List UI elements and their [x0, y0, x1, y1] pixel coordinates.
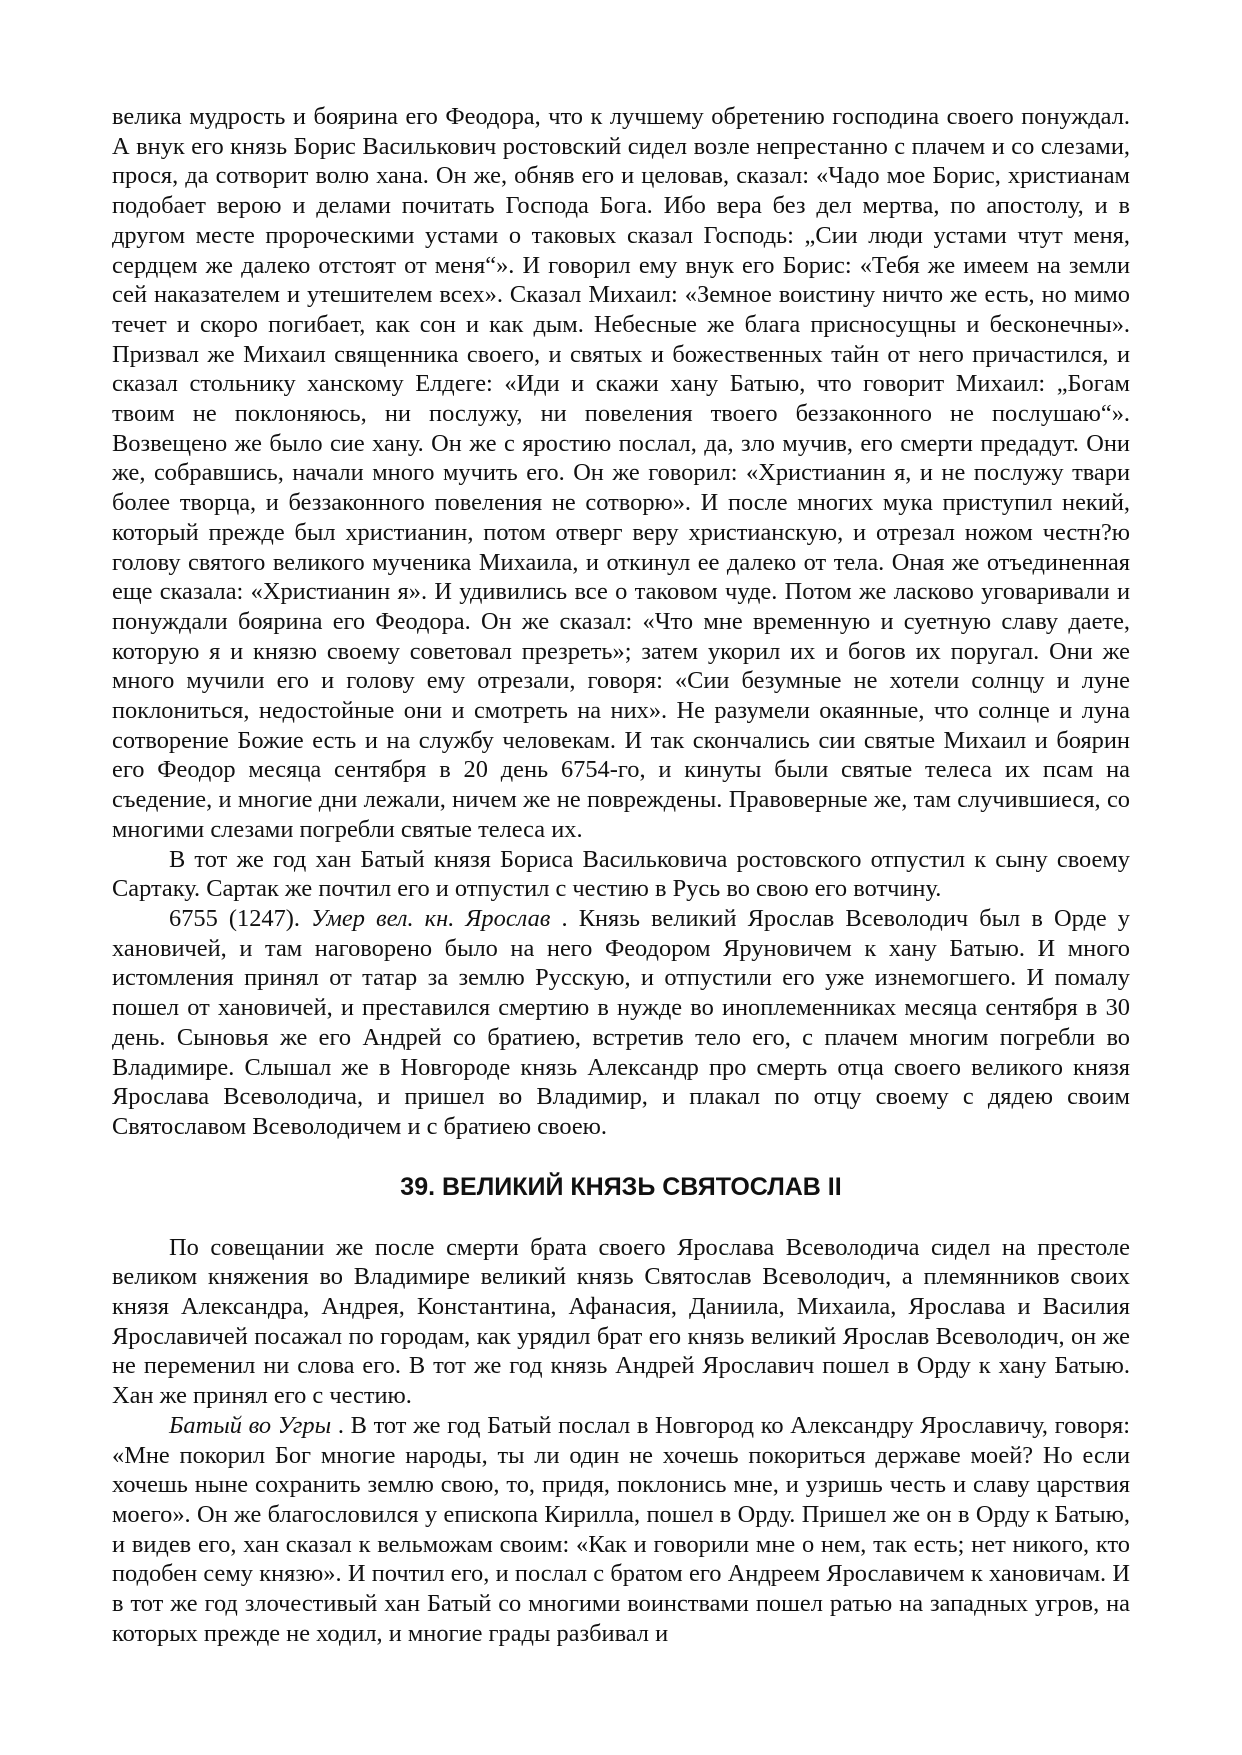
year-label: 6755 (1247). [169, 904, 301, 932]
paragraph-year-1247-text: . Князь великий Ярослав Всеволодич был в Орде у хановичей, и там наговорено было на него Феодором Яруновичем к хану Батыю. И много истомления принял от татар за землю Русскую, и отпустили его уже изнемогшего. И помалу пошел от хановичей, и преставился смертию в нужде во иноплеменниках месяца сентября в 30 день. Сыновья же его Андрей со братиею, встретив тело его, с плачем многим погребли во Владимире. Слышал же в Новгороде князь Александр про смерть отца своего великого князя Ярослава Всеволодича, и пришел во Владимир, и плакал по отцу своему с дядею своим Святославом Всеволодичем и с братиею своею. [112, 904, 1130, 1140]
paragraph-batyi-text: . В тот же год Батый послал в Новгород ко Александру Ярославичу, говоря: «Мне покорил Бог многие народы, ты ли один не хочешь покориться державе моей? Но если хочешь ныне сохранить землю свою, то, придя, поклонись мне, и узришь честь и славу царствия моего». Он же благословился у епископа Кирилла, пошел в Орду. Пришел же он в Орду к Батыю, и видев его, хан сказал к вельможам своим: «Как и говорили мне о нем, так есть; нет никого, кто подобен сему князю». И почтил его, и послал с братом его Андреем Ярославичем к хановичам. И в тот же год злочестивый хан Батый со многими воинствами пошел ратью на западных угров, на которых прежде не ходил, и многие грады разбивал и [112, 1411, 1130, 1647]
paragraph-sviatoslav-throne: По совещании же после смерти брата своего Ярослава Всеволодича сидел на престоле великом княжения во Владимире великий князь Святослав Всеволодич, а племянников своих князя Александра, Андрея, Константина, Афанасия, Даниила, Михаила, Ярослава и Василия Ярославичей посажал по городам, как урядил брат его князь великий Ярослав Всеволодич, он же не переменил ни слова его. В тот же год князь Андрей Ярославич пошел в Орду к хану Батыю. Хан же принял его с честию. [112, 1233, 1130, 1410]
paragraph-michael-martyrdom: велика мудрость и боярина его Феодора, что к лучшему обретению господина своего понуждал. А внук его князь Борис Василькович ростовский сидел возле непрестанно с плачем и со слезами, прося, да сотворит волю хана. Он же, обняв его и целовав, сказал: «Чадо мое Борис, христианам подобает верою и делами почитать Господа Бога. Ибо вера без дел мертва, по апостолу, и в другом месте пророческими устами о таковых сказал Господь: „Сии люди устами чтут меня, сердцем же далеко отстоят от меня“». И говорил ему внук его Борис: «Тебя же имеем на земли сей наказателем и утешителем всех». Сказал Михаил: «Земное воистину ничто же есть, но мимо течет и скоро погибает, как сон и как дым. Небесные же блага присносущны и бесконечны». Призвал же Михаил священника своего, и святых и божественных тайн от него причастился, и сказал стольнику ханскому Елдеге: «Иди и скажи хану Батыю, что говорит Михаил: „Богам твоим не поклоняюсь, ни послужу, ни повеления твоего беззаконного не послушаю“». Возвещено же было сие хану. Он же с яростию послал, да, зло мучив, его смерти предадут. Они же, собравшись, начали много мучить его. Он же говорил: «Христианин я, и не послужу твари более творца, и беззаконного повеления не сотворю». И после многих мука приступил некий, который прежде был христианин, потом отверг веру христианскую, и отрезал ножом честн?ю голову святого великого мученика Михаила, и откинул ее далеко от тела. Оная же отъединенная еще сказала: «Христианин я». И удивились все о таковом чуде. Потом же ласково уговаривали и понуждали боярина его Феодора. Он же сказал: «Что мне временную и суетную славу даете, которую я и князю своему советовал презреть»; затем укорил их и богов их поругал. Они же много мучили его и голову ему отрезали, говоря: «Сии безумные не хотели солнцу и луне поклониться, недостойные они и смотреть на них». Не разумели окаянные, что солнце и луна сотворение Божие есть и на службу человекам. И так скончались сии святые Михаил и боярин его Феодор месяца сентября в 20 день 6754-го, и кинуты были святые телеса их псам на съедение, и многие дни лежали, ничем же не повреждены. Правоверные же, там случившиеся, со многими слезами погребли святые телеса их. [112, 103, 1130, 843]
marginal-title-yaroslav-death: Умер вел. кн. Ярослав [311, 904, 551, 932]
marginal-title-batyi: Батый во Угры [169, 1411, 332, 1439]
paragraph-year-1247 [112, 904, 1130, 1142]
paragraph-batyi-hungary [112, 1411, 1130, 1649]
paragraph-boris-release: В тот же год хан Батый князя Бориса Васильковича ростовского отпустил к сыну своему Сартаку. Сартак же почтил его и отпустил с честию в Русь во свою его вотчину. [112, 845, 1130, 903]
document-page [112, 102, 1130, 1648]
section-heading: 39. ВЕЛИКИЙ КНЯЗЬ СВЯТОСЛАВ II [400, 1172, 842, 1201]
